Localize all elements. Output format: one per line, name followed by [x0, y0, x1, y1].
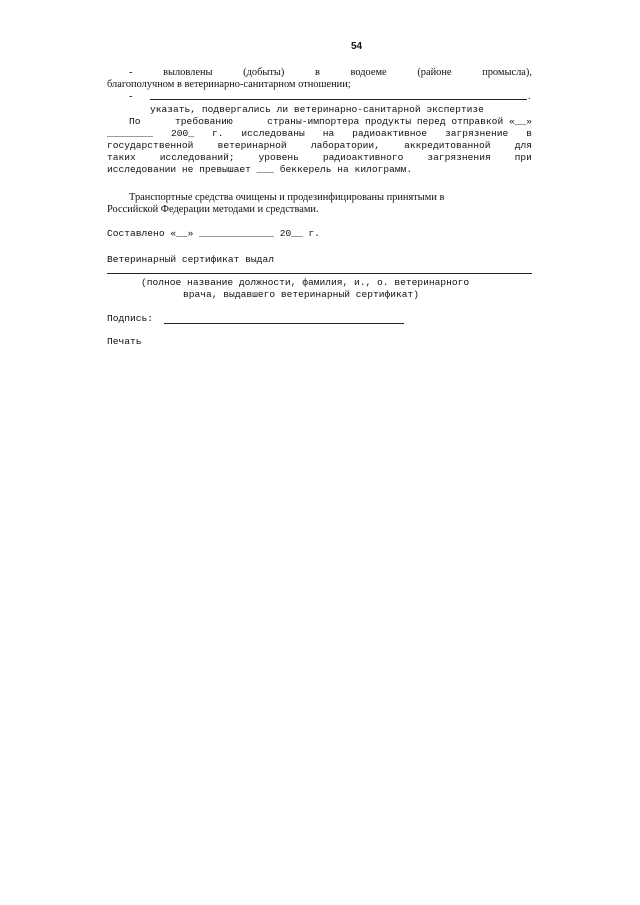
word: промысла), [482, 67, 532, 78]
p1-line-2: благополучном в ветеринарно-санитарном отношении; [107, 79, 351, 90]
word: уровень [258, 152, 299, 163]
word: (добыты) [243, 67, 285, 78]
issuer-blank-line [107, 273, 532, 274]
word: исследований; [159, 152, 235, 163]
word: ________ [107, 128, 154, 139]
word: при [514, 152, 532, 163]
p1-end: . [528, 91, 531, 102]
word: загрязнения [427, 152, 491, 163]
word: аккредитованной [404, 140, 491, 151]
word: радиоактивное [352, 128, 427, 139]
p1-line-4: указать, подвергались ли ветеринарно-санитарной экспертизе [150, 104, 484, 115]
word: загрязнение [444, 128, 509, 139]
p2-line-5: исследовании не превышает ___ беккерель на килограмм. [107, 164, 413, 175]
word: таких [107, 152, 136, 163]
issued-by-label: Ветеринарный сертификат выдал [107, 254, 274, 265]
word: 200_ [171, 128, 195, 139]
blank-line [150, 99, 527, 100]
signature-blank-line [164, 323, 404, 324]
word: - [129, 67, 133, 78]
p1-dash: - [129, 91, 133, 102]
word: государственной [107, 140, 194, 151]
p2-line-3 [107, 140, 532, 151]
word: для [514, 140, 532, 151]
word: ветеринарной [217, 140, 287, 151]
p3-line-2: Российской Федерации методами и средствами. [107, 204, 319, 215]
p1-line-1 [129, 67, 532, 78]
word: страны-импортера продукты перед отправкой «__» [267, 116, 532, 127]
p2-line-2 [107, 128, 532, 139]
word: исследованы [241, 128, 305, 139]
word: на [322, 128, 335, 139]
stamp-label: Печать [107, 336, 142, 347]
p2-line-1 [129, 116, 532, 127]
issuer-caption-line-1: (полное название должности, фамилия, и., о. ветеринарного [141, 277, 470, 288]
p3-line-1: Транспортные средства очищены и продезинфицированы принятыми в [129, 192, 445, 203]
word: радиоактивного [322, 152, 404, 163]
word: в [314, 67, 320, 78]
word: лаборатории, [310, 140, 380, 151]
p2-line-4 [107, 152, 532, 163]
word: требованию [175, 116, 233, 127]
compiled-line: Составлено «__» _____________ 20__ г. [107, 228, 321, 239]
page-number: 54 [351, 41, 363, 52]
issuer-caption-line-2: врача, выдавшего ветеринарный сертификат) [183, 289, 420, 300]
word: г. [211, 128, 224, 139]
signature-label: Подпись: [107, 313, 154, 324]
word: водоеме [350, 67, 387, 78]
word: выловлены [163, 67, 213, 78]
word: По [129, 116, 141, 127]
word: (районе [417, 67, 452, 78]
word: в [526, 128, 532, 139]
